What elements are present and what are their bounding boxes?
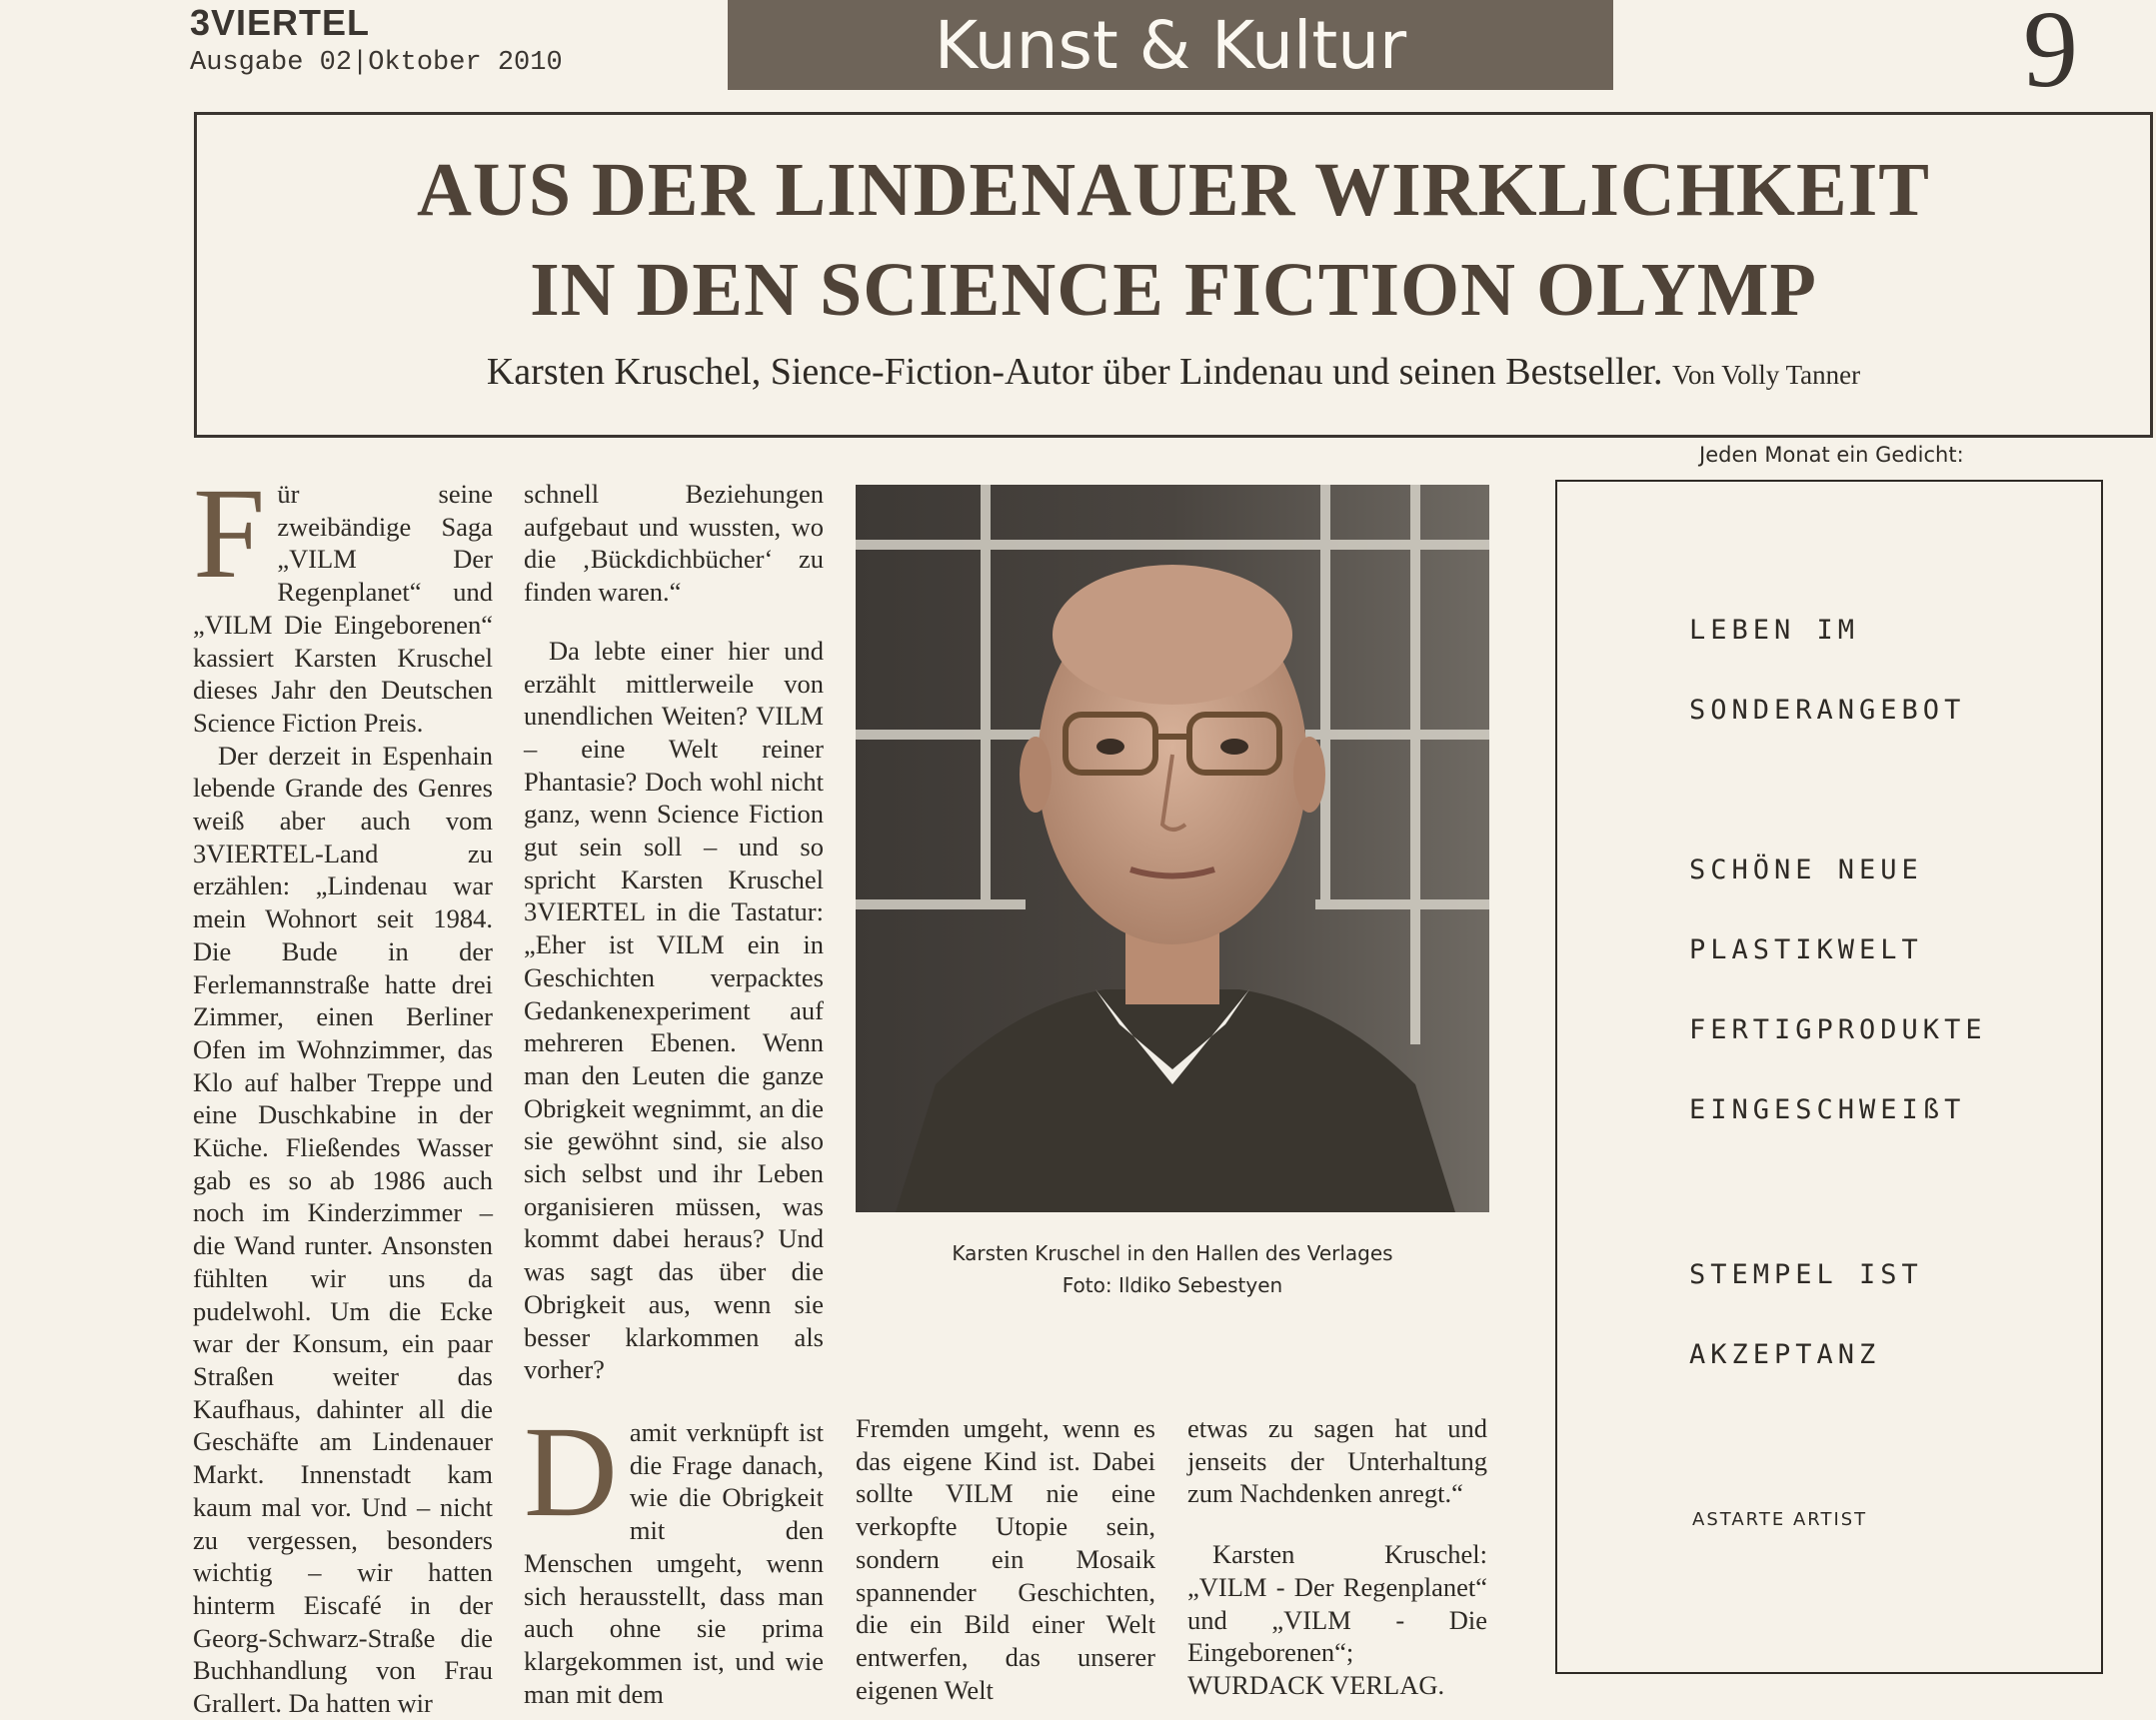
col2-section-2: [524, 1399, 824, 1710]
poem-header: Jeden Monat ein Gedicht:: [1699, 443, 1964, 467]
article-column-1: [193, 462, 493, 1720]
poem-line-4: PLASTIKWELT: [1689, 934, 1923, 965]
subheadline-text: Karsten Kruschel, Sience-Fiction-Autor über Lindenau und seinen Bestseller.: [486, 351, 1663, 393]
poem-line-5: FERTIGPRODUKTE: [1689, 1014, 1987, 1045]
col1-paragraph-2: Der derzeit in Espenhain lebende Grande des Genres weiß aber auch vom 3VIERTEL-Land zu erzählen: „Lindenau war mein Wohnort seit 1984. Die Bude in der Ferlemannstraße hatte drei Zimmer, einen Berliner Ofen im Wohnzimmer, das Klo auf halber Treppe und eine Duschkabine in der Küche. Fließendes Wasser gab es so ab 1986 auch noch im Kinderzimmer – die Wand runter. Ansonsten fühlten wir uns da pudelwohl. Um die Ecke war der Konsum, ein paar Straßen weiter das Kaufhaus, dahinter all die Geschäfte am Lindenauer Markt. Innenstadt kam kaum mal vor. Und – nicht zu vergessen, besonders wichtig – wir hatten hinterm Eiscafé in der Georg-Schwarz-Straße die Buchhandlung von Frau Grallert. Da hatten wir: [193, 740, 493, 1719]
poem-line-6: EINGESCHWEIßT: [1689, 1094, 1966, 1125]
col4-paragraph-1: etwas zu sagen hat und jenseits der Unterhaltung zum Nachdenken anregt.“: [1187, 1413, 1487, 1509]
byline: Von Volly Tanner: [1672, 360, 1861, 390]
poem-line-7: STEMPEL IST: [1689, 1259, 1923, 1290]
col2-paragraph-1: schnell Beziehungen aufgebaut und wussten, wo die ‚Bückdichbücher‘ zu finden waren.“: [524, 479, 824, 608]
article-subheadline: [194, 350, 2153, 394]
col2-paragraph-3: amit verknüpft ist die Frage danach, wie die Obrigkeit mit den Menschen umgeht, wenn sich herausstellt, dass man auch ohne sie prima klargekommen ist, und wie man mit dem: [524, 1416, 824, 1709]
col2-paragraph-2: Da lebte einer hier und erzählt mittlerweile von unendlichen Weiten? VILM – eine Welt reiner Phantasie? Doch wohl nicht ganz, wenn Science Fiction gut sein soll – und so spricht Karsten Kruschel 3VIERTEL in die Tastatur: „Eher ist VILM ein in Geschichten verpacktes Gedankenexperiment auf mehreren Ebenen. Wenn man den Leuten die ganze Obrigkeit wegnimmt, an die sie gewöhnt sind, sie also sich selbst und ihr Leben organisieren müssen, was kommt dabei heraus? Und was sagt das über die Obrigkeit aus, wenn sie besser klarkommen als vorher?: [524, 635, 824, 1385]
article-column-3: [856, 1412, 1155, 1706]
col3-paragraph-1: Fremden umgeht, wenn es das eigene Kind ist. Dabei sollte VILM nie eine verkopfte Utopie sein, sondern ein Mosaik spannender Geschichten, die ein Bild einer Welt entwerfen, das unserer eigenen Welt: [856, 1413, 1155, 1705]
dropcap-d: D: [524, 1399, 618, 1544]
page-number: 9: [2023, 0, 2078, 110]
masthead-logo: 3VIERTEL: [190, 2, 371, 43]
photo-caption: [856, 1237, 1489, 1301]
photo-credit: Foto: Ildiko Sebestyen: [1062, 1273, 1283, 1297]
author-photo: [856, 485, 1489, 1212]
section-title: Kunst & Kultur: [934, 6, 1407, 84]
issue-date: Ausgabe 02|Oktober 2010: [190, 48, 563, 78]
poem-line-2: SONDERANGEBOT: [1689, 695, 1966, 726]
poem-line-3: SCHÖNE NEUE: [1689, 855, 1923, 885]
article-column-2: [524, 478, 824, 1710]
col4-paragraph-2: Karsten Kruschel: „VILM - Der Regenplanet“ und „VILM - Die Eingeborenen“; WURDACK VERLAG.: [1187, 1539, 1487, 1700]
col1-paragraph-1: ür seine zweibändige Saga „VILM Der Regenplanet“ und „VILM Die Eingeborenen“ kassiert Karsten Kruschel dieses Jahr den Deutschen Science Fiction Preis.: [193, 479, 493, 738]
dropcap-f: F: [193, 462, 266, 606]
author-portrait-illustration: [856, 485, 1489, 1212]
headline-line-1: AUS DER LINDENAUER WIRKLICHKEIT: [416, 148, 1930, 232]
article-column-4: [1187, 1412, 1487, 1702]
section-banner: [728, 0, 1613, 90]
poem-box: [1555, 480, 2103, 1674]
poem-line-8: AKZEPTANZ: [1689, 1339, 1881, 1370]
poem-author: ASTARTE ARTIST: [1692, 1509, 1868, 1530]
poem-line-1: LEBEN IM: [1689, 615, 1860, 646]
article-headline: [194, 140, 2153, 340]
headline-line-2: IN DEN SCIENCE FICTION OLYMP: [530, 248, 1817, 332]
caption-text: Karsten Kruschel in den Hallen des Verlages: [952, 1241, 1393, 1265]
